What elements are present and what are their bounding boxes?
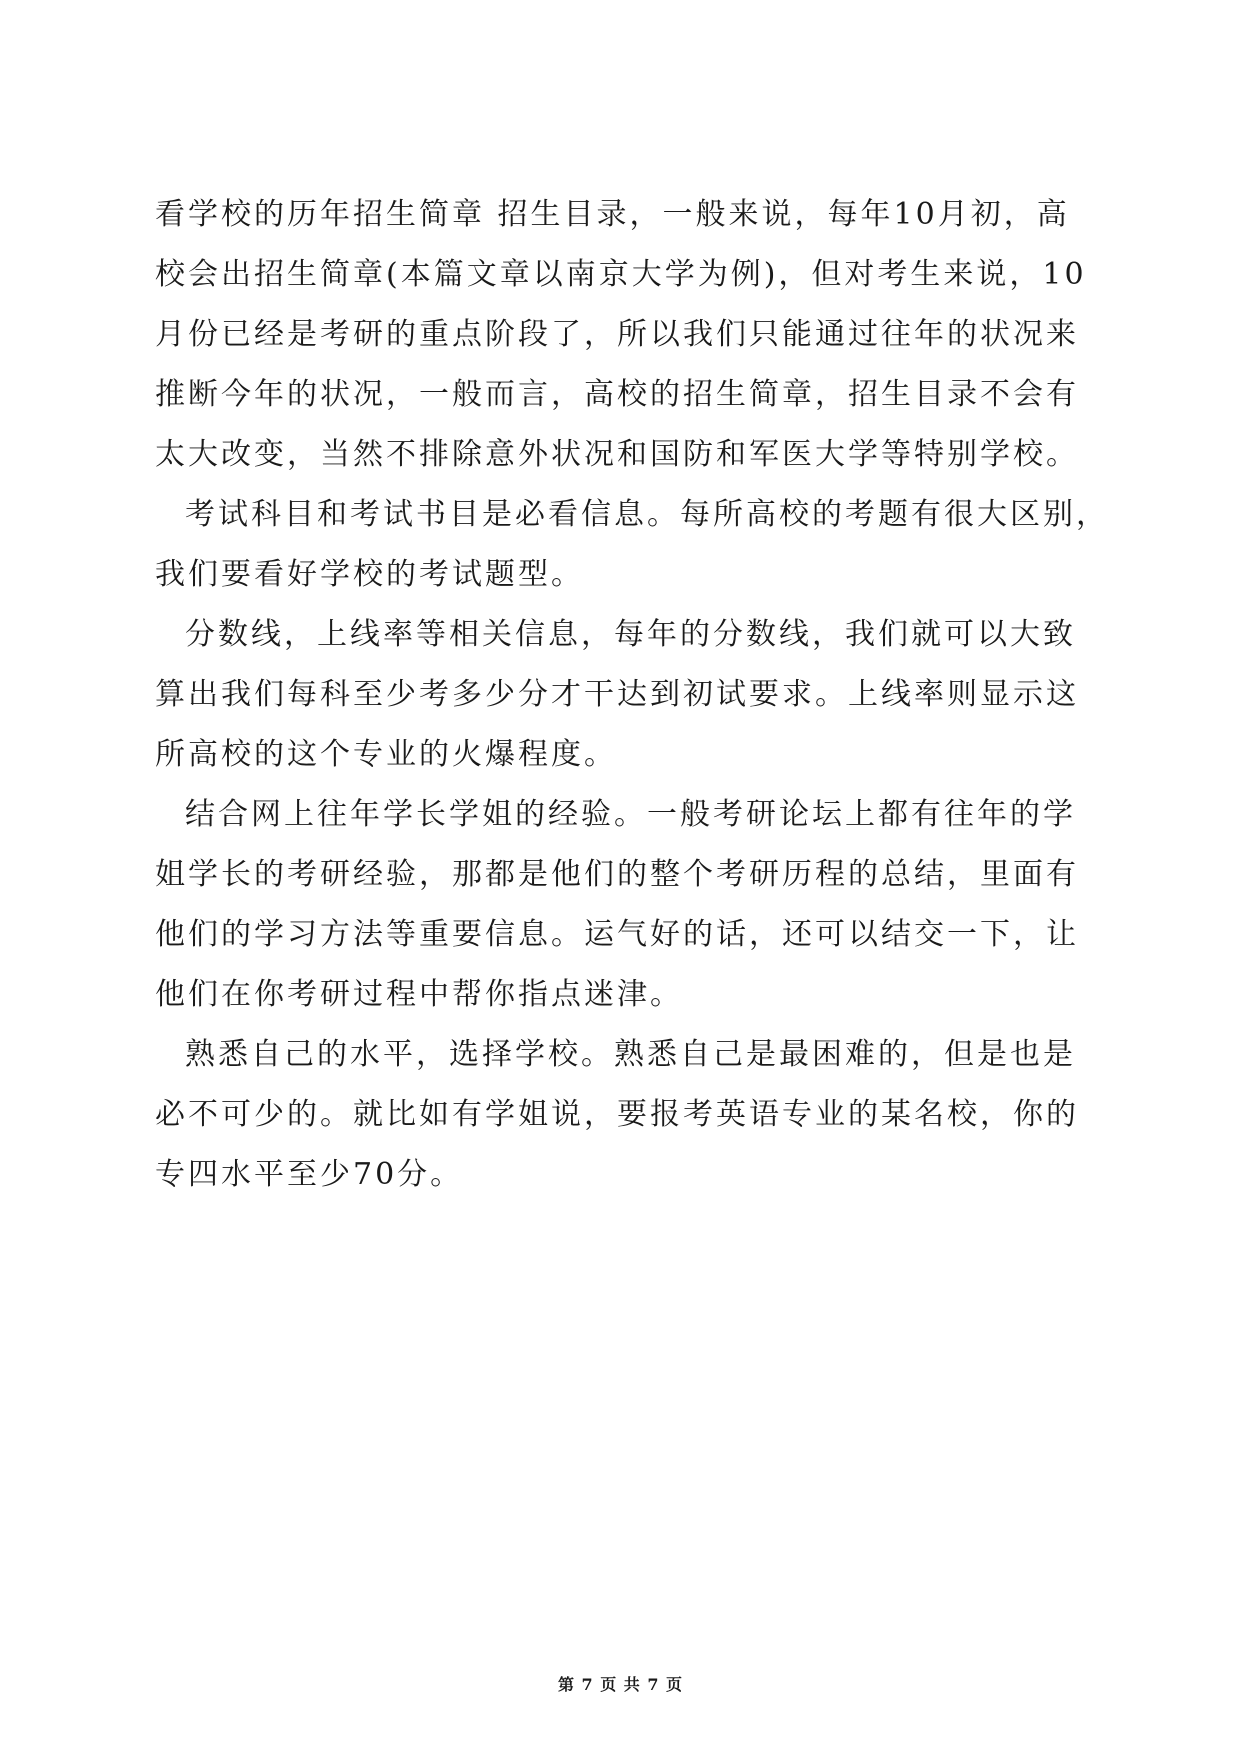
page-number-footer: 第 7 页 共 7 页 [557,1675,684,1694]
text-line: 姐学长的考研经验，那都是他们的整个考研历程的总结，里面有 [155,857,1079,892]
text-line: 分数线，上线率等相关信息，每年的分数线，我们就可以大致 [185,617,1076,652]
text-line: 推断今年的状况，一般而言，高校的招生简章，招生目录不会有 [155,377,1079,412]
text-line: 考试科目和考试书目是必看信息。每所高校的考题有很大区别， [185,497,1109,532]
text-line: 太大改变，当然不排除意外状况和国防和军医大学等特别学校。 [155,437,1079,472]
text-line: 他们的学习方法等重要信息。运气好的话，还可以结交一下，让 [155,917,1079,952]
text-line: 专四水平至少70分。 [155,1157,464,1192]
text-line: 我们要看好学校的考试题型。 [155,557,584,592]
text-line: 必不可少的。就比如有学姐说，要报考英语专业的某名校，你的 [155,1097,1079,1132]
text-line: 校会出招生简章(本篇文章以南京大学为例)，但对考生来说，10 [155,257,1087,292]
text-line: 所高校的这个专业的火爆程度。 [155,737,617,772]
text-line: 看学校的历年招生简章 招生目录，一般来说，每年10月初，高 [155,197,1070,232]
text-line: 熟悉自己的水平，选择学校。熟悉自己是最困难的，但是也是 [185,1037,1076,1072]
text-line: 月份已经是考研的重点阶段了，所以我们只能通过往年的状况来 [155,317,1079,352]
text-line: 他们在你考研过程中帮你指点迷津。 [155,977,683,1012]
document-body [155,185,1109,1205]
text-line: 算出我们每科至少考多少分才干达到初试要求。上线率则显示这 [155,677,1079,712]
text-line: 结合网上往年学长学姐的经验。一般考研论坛上都有往年的学 [185,797,1076,832]
